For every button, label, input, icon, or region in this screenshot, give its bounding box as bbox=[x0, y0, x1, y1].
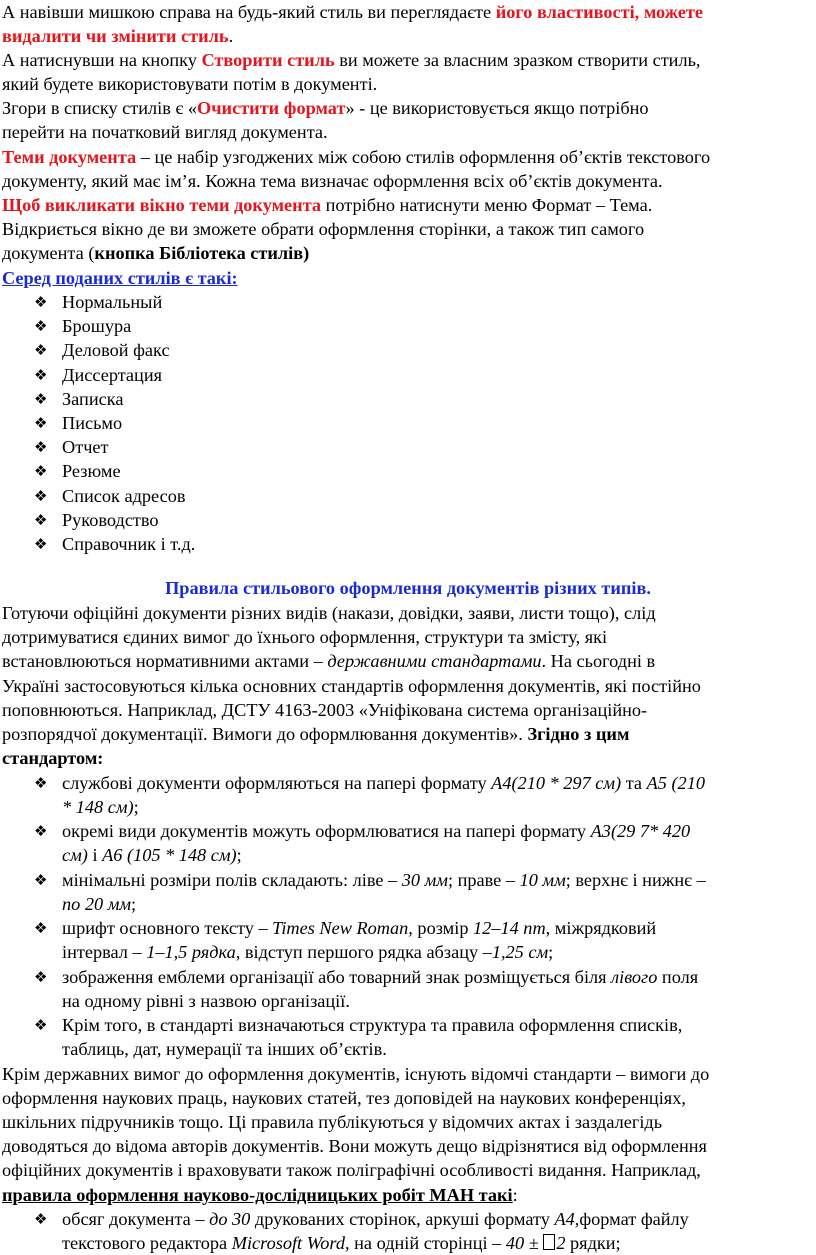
paragraph-official-documents: Готуючи офіційні документи різних видів (накази, довідки, заяви, листи тощо), слід bbox=[2, 603, 656, 623]
diamond-bullet-icon: ❖ bbox=[34, 438, 48, 456]
style-list-item: Резюме bbox=[62, 461, 121, 481]
style-list-item: Деловой факс bbox=[62, 340, 170, 360]
paragraph-document-themes: Теми документа – це набір узгоджених між собою стилів оформлення об’єктів текстового bbox=[2, 147, 711, 167]
diamond-bullet-icon: ❖ bbox=[34, 1016, 48, 1034]
diamond-bullet-icon: ❖ bbox=[34, 774, 48, 792]
diamond-bullet-icon: ❖ bbox=[34, 341, 48, 359]
diamond-bullet-icon: ❖ bbox=[34, 317, 48, 335]
list-item: зображення емблеми організації або товарний знак розміщується біля лівого поля bbox=[62, 967, 699, 987]
diamond-bullet-icon: ❖ bbox=[34, 462, 48, 480]
highlight-delete-change: видалити чи змінити стиль bbox=[2, 26, 229, 46]
document-page: А навівши мишкою справа на будь-який стиль ви переглядаєте його властивості, можете видалити чи змінити стиль. А натиснувши на кнопку Створити стиль ви можете за власним зразком створити стиль, який будете використовувати потім в документі. Згори в списку стилів є «Очистити формат» - це використовується якщо потрібно перейти на початковий вигляд документа. Теми документа – це набір узгоджених між собою стилів оформлення об’єктів текстового документу, який має ім’я. Кожна тема визначає оформлення всіх об’єктів документа. Щоб викликати вікно теми документа потрібно натиснути меню Формат – Тема. Відкриється вікно де ви зможете обрати оформлення сторінки, а також тип самого документа (кнопка Бібліотека стилів) Серед поданих стилів є такі: ❖ Нормальный ❖ Брошура ❖ Деловой факс ❖ Диссертация ❖ Записка ❖ Письмо ❖ Отчет ❖ Резюме ❖ Список адресов ❖ Руководство ❖ Справочник і т.д. Правила стильового оформлення документів різних типів. Готуючи офіційні документи різних видів (накази, довідки, заяви, листи тощо), слід дотримуватися єдиних вимог до їхнього оформлення, структури та змісту, які встановлюються нормативними актами – державними стандартами. На сьогодні в Україні застосовуються кілька основних стандартів оформлення документів, які постійно поповнюються. Наприклад, ДСТУ 4163-2003 «Уніфікована система організаційно- розпорядчої документації. Вимоги до оформлювання документів». Згідно з цим стандартом: ❖ службові документи оформляються на папері формату А4(210 * 297 см) та А5 (210 * 148 см); ❖ окремі види документів можуть оформлюватися на папері формату А3(29 7* 420 см) і А6 (105 * 148 см); ❖ мінімальні розміри полів складають: ліве – 30 мм; праве – 10 мм; верхнє і нижнє – по 20 мм; ❖ шрифт основного тексту – Times New Roman, розмір 12–14 пт, міжрядковий інтервал – 1–1,5 рядка, відступ першого рядка абзацу –1,25 см; ❖ зображення емблеми організації або товарний знак розміщується біля лівого поля на одному рівні з назвою організації. ❖ Крім того, в стандарті визначаються структура та правила оформлення списків, таблиць, дат, нумерації та інших об’єктів. Крім державних вимог до оформлення документів, існують відомчі стандарти – вимоги до оформлення наукових праць, наукових статей, тез доповідей на наукових конференціях, шкільних підручників тощо. Ці правила публікуються у відомчих актах і заздалегідь доводяться до відома авторів документів. Вони можуть дещо відрізнятися від оформлення офіційних документів і враховувати також поліграфічні особливості видання. Наприклад, правила оформлення науково-дослідницьких робіт МАН такі: ❖ обсяг документа – до 30 друкованих сторінок, аркуші формату А4,формат файлу текстового редактора Microsoft Word, на одній сторінці – 40 ± 2 рядки; bbox=[0, 0, 816, 1254]
diamond-bullet-icon: ❖ bbox=[34, 366, 48, 384]
highlight-theme-window: Щоб викликати вікно теми документа bbox=[2, 195, 322, 215]
paragraph-theme-window: Щоб викликати вікно теми документа потрібно натиснути меню Формат – Тема. bbox=[2, 195, 653, 215]
style-list-item: Руководство bbox=[62, 510, 159, 530]
section-title: Правила стильового оформлення документів різних типів. bbox=[165, 578, 651, 598]
paragraph-create-style: А натиснувши на кнопку Створити стиль ви можете за власним зразком створити стиль, bbox=[2, 50, 701, 70]
diamond-bullet-icon: ❖ bbox=[34, 511, 48, 529]
diamond-bullet-icon: ❖ bbox=[34, 390, 48, 408]
diamond-bullet-icon: ❖ bbox=[34, 1210, 48, 1228]
diamond-bullet-icon: ❖ bbox=[34, 414, 48, 432]
style-list-item: Записка bbox=[62, 389, 124, 409]
style-list-item: Письмо bbox=[62, 413, 123, 433]
paragraph-departmental-standards: Крім державних вимог до оформлення документів, існують відомчі стандарти – вимоги до bbox=[2, 1064, 710, 1084]
style-library-button-mention: кнопка Бібліотека стилів) bbox=[94, 243, 310, 263]
style-list-item: Справочник і т.д. bbox=[62, 534, 196, 554]
styles-list-heading: Серед поданих стилів є такі: bbox=[2, 268, 238, 288]
list-item: шрифт основного тексту – Times New Roman, розмір 12–14 пт, міжрядковий bbox=[62, 918, 657, 938]
diamond-bullet-icon: ❖ bbox=[34, 535, 48, 553]
diamond-bullet-icon: ❖ bbox=[34, 968, 48, 986]
highlight-create-style: Створити стиль bbox=[201, 50, 335, 70]
list-item: Крім того, в стандарті визначаються структура та правила оформлення списків, bbox=[62, 1015, 683, 1035]
diamond-bullet-icon: ❖ bbox=[34, 487, 48, 505]
list-item: окремі види документів можуть оформлюватися на папері формату А3(29 7* 420 bbox=[62, 821, 691, 841]
style-list-item: Брошура bbox=[62, 316, 132, 336]
style-list-item: Диссертация bbox=[62, 365, 163, 385]
list-item: обсяг документа – до 30 друкованих сторінок, аркуші формату А4,формат файлу bbox=[62, 1209, 689, 1229]
diamond-bullet-icon: ❖ bbox=[34, 871, 48, 889]
style-list-item: Список адресов bbox=[62, 486, 186, 506]
diamond-bullet-icon: ❖ bbox=[34, 293, 48, 311]
paragraph-clear-format: Згори в списку стилів є «Очистити формат» - це використовується якщо потрібно bbox=[2, 98, 649, 118]
man-rules-heading: правила оформлення науково-дослідницьких робіт МАН такі bbox=[2, 1185, 513, 1205]
style-list-item: Отчет bbox=[62, 437, 109, 457]
paragraph-style-properties: А навівши мишкою справа на будь-який стиль ви переглядаєте його властивості, можете bbox=[2, 2, 703, 22]
missing-glyph-icon bbox=[543, 1234, 555, 1250]
style-list-item: Нормальный bbox=[62, 292, 163, 312]
highlight-document-themes: Теми документа bbox=[2, 147, 137, 167]
list-item: мінімальні розміри полів складають: ліве – 30 мм; праве – 10 мм; верхнє і нижнє – bbox=[62, 870, 706, 890]
highlight-clear-format: Очистити формат bbox=[197, 98, 346, 118]
highlight-properties: його властивості, можете bbox=[495, 2, 703, 22]
diamond-bullet-icon: ❖ bbox=[34, 822, 48, 840]
list-item: службові документи оформляються на папері формату А4(210 * 297 см) та А5 (210 bbox=[62, 773, 705, 793]
diamond-bullet-icon: ❖ bbox=[34, 919, 48, 937]
